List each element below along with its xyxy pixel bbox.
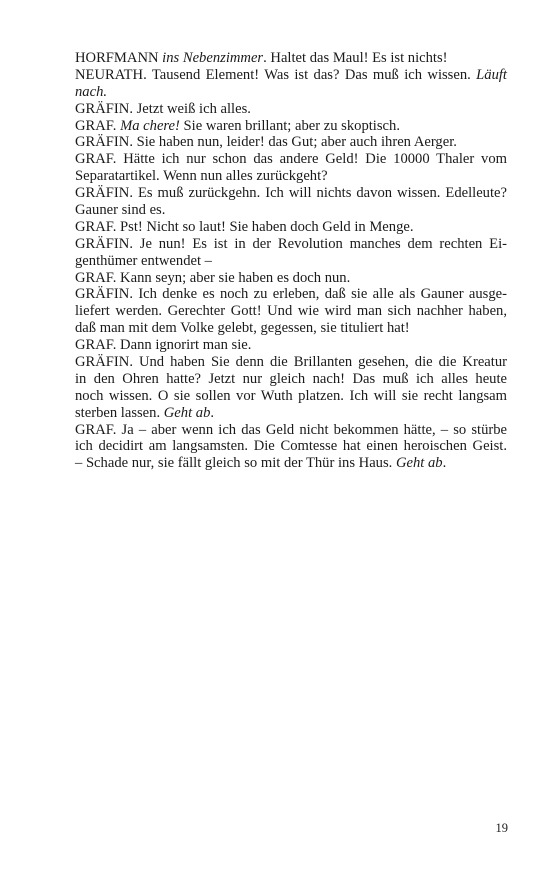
text-segment: GRAF. Pst! Nicht so laut! Sie haben doch Geld in Menge. <box>75 218 414 235</box>
text-segment: – Schade nur, sie fällt gleich so mit der Thür ins Haus. <box>75 455 396 472</box>
text-segment: . <box>442 455 447 472</box>
text-line <box>75 270 507 287</box>
text-line <box>75 405 507 422</box>
text-segment: GRAF. Hätte ich nur schon das andere Geld! Die 10000 Thaler vom <box>75 151 507 168</box>
stage-direction: Geht ab <box>395 455 443 472</box>
text-line <box>75 438 507 455</box>
text-segment: ich decidirt am langsamsten. Die Comtesse hat einen heroischen Geist. <box>75 438 507 455</box>
text-line <box>75 303 507 320</box>
stage-direction: Läuft <box>476 66 507 83</box>
text-segment: liefert werden. Gerechter Gott! Und wie wird man sich nachher haben, <box>75 303 507 320</box>
page-body <box>75 50 507 472</box>
text-segment: HORFMANN <box>75 50 163 66</box>
text-segment: GRÄFIN. Und haben Sie denn die Brillanten gesehen, die die Kreatur <box>75 354 507 371</box>
text-segment: GRAF. <box>75 117 121 134</box>
text-line <box>75 371 507 388</box>
text-line <box>75 151 507 168</box>
text-segment: Sie waren brillant; aber zu skoptisch. <box>179 117 400 134</box>
stage-direction: Ma chere! <box>120 117 180 134</box>
text-segment: genthümer entwendet – <box>75 252 212 269</box>
text-line <box>75 219 507 236</box>
text-segment: . Haltet das Maul! Es ist nichts! <box>263 50 448 66</box>
text-line <box>75 455 507 472</box>
text-segment: GRÄFIN. Ich denke es noch zu erleben, daß sie alle als Gauner ausge- <box>75 286 507 303</box>
text-segment: GRAF. Dann ignorirt man sie. <box>75 337 252 354</box>
text-segment: daß man mit dem Volke gelebt, gegessen, sie tituliert hat! <box>75 320 410 337</box>
text-line <box>75 354 507 371</box>
text-line <box>75 236 507 253</box>
text-segment: GRAF. Ja – aber wenn ich das Geld nicht bekommen hätte, – so stürbe <box>75 421 507 438</box>
text-line <box>75 134 507 151</box>
text-line <box>75 84 507 101</box>
stage-direction: Geht ab <box>163 404 211 421</box>
text-line <box>75 67 507 84</box>
text-segment: GRÄFIN. Es muß zurückgehn. Ich will nichts davon wissen. Edelleute? <box>75 185 507 202</box>
text-line <box>75 118 507 135</box>
text-segment: GRAF. Kann seyn; aber sie haben es doch nun. <box>75 269 351 286</box>
text-line <box>75 320 507 337</box>
text-segment: GRÄFIN. Sie haben nun, leider! das Gut; aber auch ihren Aerger. <box>75 134 457 151</box>
text-segment: GRÄFIN. Je nun! Es ist in der Revolution manches dem rechten Ei- <box>75 235 507 252</box>
text-line <box>75 101 507 118</box>
text-segment: Gauner sind es. <box>75 202 166 219</box>
text-segment: . <box>210 404 215 421</box>
text-line <box>75 286 507 303</box>
text-segment: noch wissen. O sie sollen vor Wuth platzen. Ich will sie recht langsam <box>75 387 507 404</box>
stage-direction: nach. <box>75 83 108 100</box>
stage-direction: ins Nebenzimmer <box>162 50 264 66</box>
text-segment: Separatartikel. Wenn nun alles zurückgeht? <box>75 168 328 185</box>
text-line <box>75 185 507 202</box>
page-number: 19 <box>495 821 508 835</box>
text-segment: GRÄFIN. Jetzt weiß ich alles. <box>75 100 251 117</box>
text-segment: in den Ohren hatte? Jetzt nur gleich nach! Das muß ich alles heute <box>75 370 507 387</box>
text-segment: NEURATH. Tausend Element! Was ist das? Das muß ich wissen. <box>75 66 477 83</box>
text-line <box>75 202 507 219</box>
text-line <box>75 388 507 405</box>
text-line <box>75 168 507 185</box>
text-line <box>75 253 507 270</box>
text-segment: sterben lassen. <box>75 404 164 421</box>
text-line <box>75 422 507 439</box>
text-line <box>75 50 507 67</box>
text-line <box>75 337 507 354</box>
